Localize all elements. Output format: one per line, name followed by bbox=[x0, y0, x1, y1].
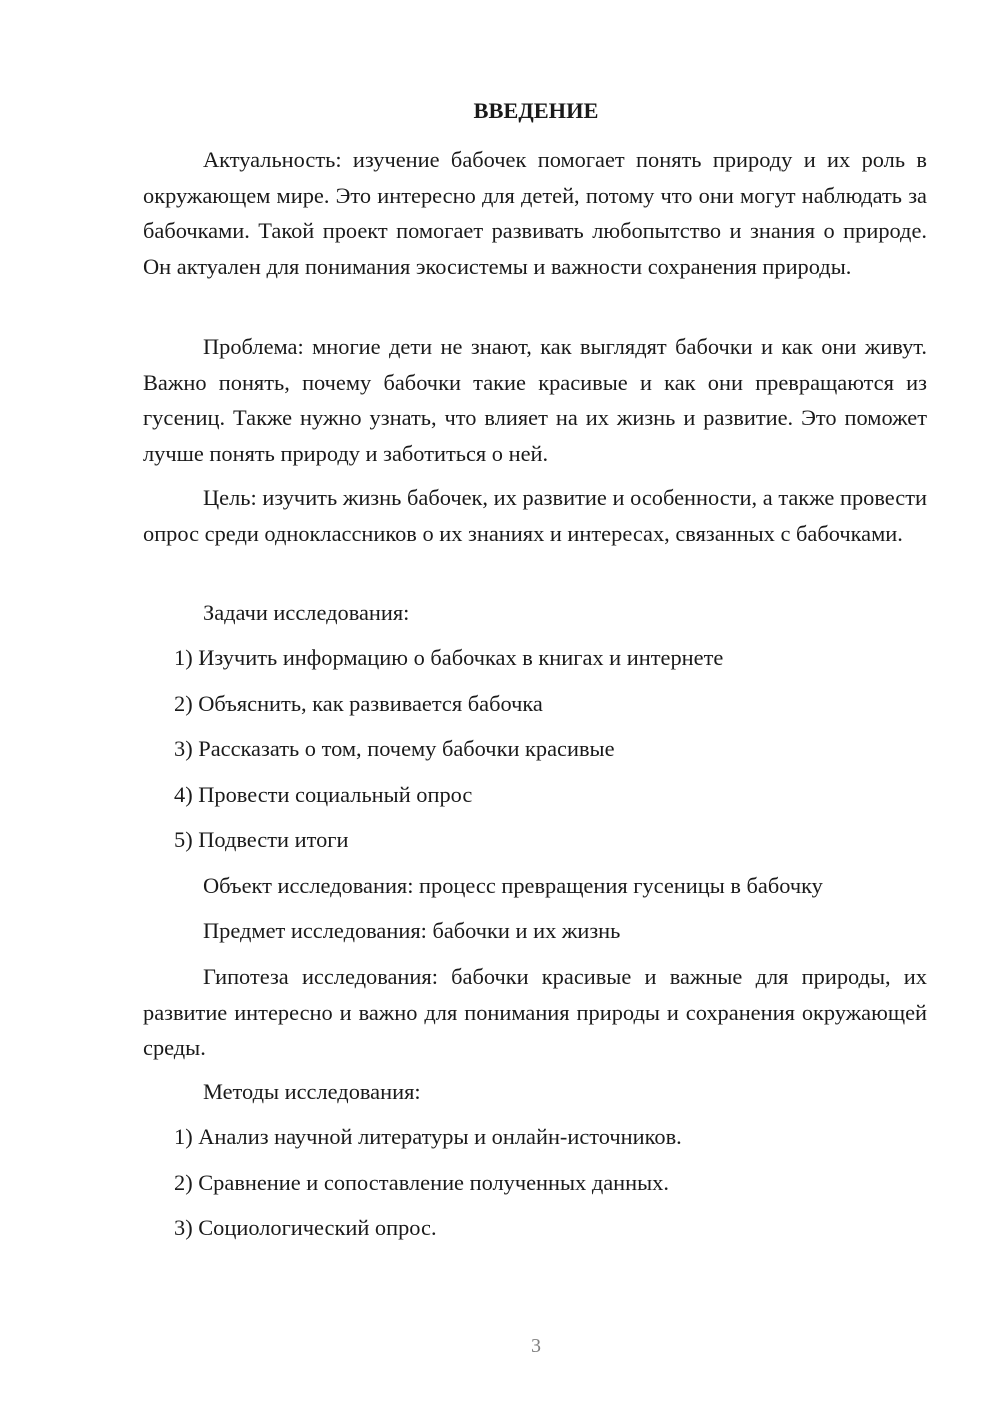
task-item-5: 5) Подвести итоги bbox=[174, 827, 349, 852]
method-item-3: 3) Социологический опрос. bbox=[174, 1215, 437, 1240]
hypothesis-paragraph: Гипотеза исследования: бабочки красивые и важные для природы, их развитие интересно и важно для понимания природы и сохранения окружающей среды. bbox=[143, 964, 927, 1060]
methods-title: Методы исследования: bbox=[203, 1079, 421, 1104]
task-item-3: 3) Рассказать о том, почему бабочки красивые bbox=[174, 736, 615, 761]
page-number: 3 bbox=[531, 1335, 541, 1357]
relevance-paragraph: Актуальность: изучение бабочек помогает понять природу и их роль в окружающем мире. Это интересно для детей, потому что они могут наблюдать за бабочками. Такой проект помогает развивать любопытство и знания о природе. Он актуален для понимания экосистемы и важности сохранения природы. bbox=[143, 147, 927, 279]
problem-paragraph: Проблема: многие дети не знают, как выглядят бабочки и как они живут. Важно понять, почему бабочки такие красивые и как они превращаются из гусениц. Также нужно узнать, что влияет на их жизнь и развитие. Это поможет лучше понять природу и заботиться о ней. bbox=[143, 334, 927, 466]
goal-paragraph: Цель: изучить жизнь бабочек, их развитие и особенности, а также провести опрос среди одноклассников о их знаниях и интересах, связанных с бабочками. bbox=[143, 485, 927, 546]
research-subject: Предмет исследования: бабочки и их жизнь bbox=[203, 918, 621, 943]
task-item-2: 2) Объяснить, как развивается бабочка bbox=[174, 691, 543, 716]
task-item-1: 1) Изучить информацию о бабочках в книгах и интернете bbox=[174, 645, 724, 670]
task-item-4: 4) Провести социальный опрос bbox=[174, 782, 473, 807]
section-heading: ВВЕДЕНИЕ bbox=[473, 98, 599, 123]
tasks-title: Задачи исследования: bbox=[203, 600, 410, 625]
method-item-1: 1) Анализ научной литературы и онлайн-источников. bbox=[174, 1124, 682, 1149]
research-object: Объект исследования: процесс превращения гусеницы в бабочку bbox=[203, 873, 823, 898]
method-item-2: 2) Сравнение и сопоставление полученных данных. bbox=[174, 1170, 669, 1195]
